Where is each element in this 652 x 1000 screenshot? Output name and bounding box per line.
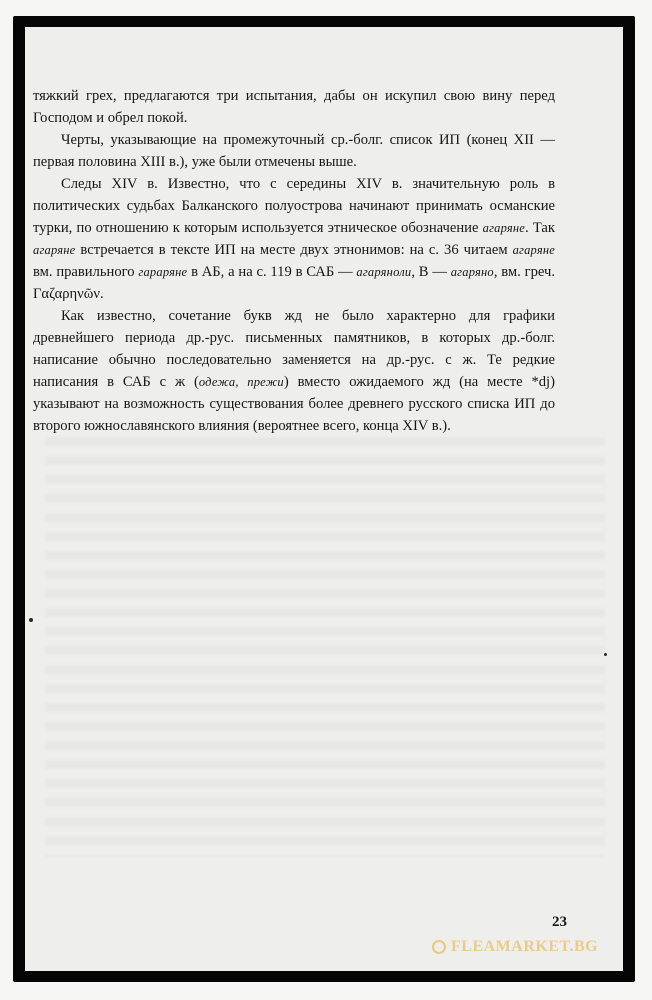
page-number: 23 (552, 914, 567, 930)
bleed-through-texture (45, 437, 605, 857)
paragraph-1: тяжкий грех, предлагаются три испытания, дабы он искупил свою вину перед Господом и обрел покой. (33, 88, 555, 126)
page-body-text (33, 85, 555, 437)
paragraph-3: Следы XIV в. Известно, что с середины XIV в. значительную роль в политических судьбах Балканского полуострова начинают принимать османские турки, по отношению к которым используется этническое обозначение агаряне. Так агаряне встречается в тексте ИП на месте двух этнонимов: на с. 36 читаем агаряне вм. правильного гараряне в АБ, а на с. 119 в САБ — агаряноли, В — агаряно, вм. греч. Γαζαρηνῶν. (33, 176, 556, 302)
book-photo-frame (13, 16, 635, 982)
ink-speck (29, 618, 33, 622)
slavonic-word: агаряноли (356, 265, 412, 279)
slavonic-word: агаряне (33, 243, 76, 257)
coin-icon (432, 940, 446, 954)
slavonic-word: гараряне (138, 265, 188, 279)
watermark (432, 938, 598, 956)
slavonic-word: агаряне (482, 221, 526, 235)
ink-speck (604, 653, 607, 656)
watermark-text: FLEAMARKET.BG (451, 938, 599, 955)
slavonic-word: агаряне (512, 243, 555, 257)
slavonic-word: одежа, прежи (198, 375, 284, 389)
paragraph-2: Черты, указывающие на промежуточный ср.-болг. список ИП (конец XII — первая половина XIII в.), уже были отмечены выше. (33, 132, 555, 170)
paragraph-4: Как известно, сочетание букв жд не было характерно для графики древнейшего периода др.-рус. письменных памятников, в которых др.-болг. написание обычно последовательно заменяется на др.-рус. с ж. Те редкие написания в САБ с ж (одежа, прежи) вместо ожидаемого жд (на месте *dj) указывают на возможность существования более древнего русского списка ИП до второго южнославянского влияния (вероятнее всего, конца XIV в.). (33, 308, 555, 434)
book-page (25, 27, 623, 971)
slavonic-word: агаряно (450, 265, 494, 279)
